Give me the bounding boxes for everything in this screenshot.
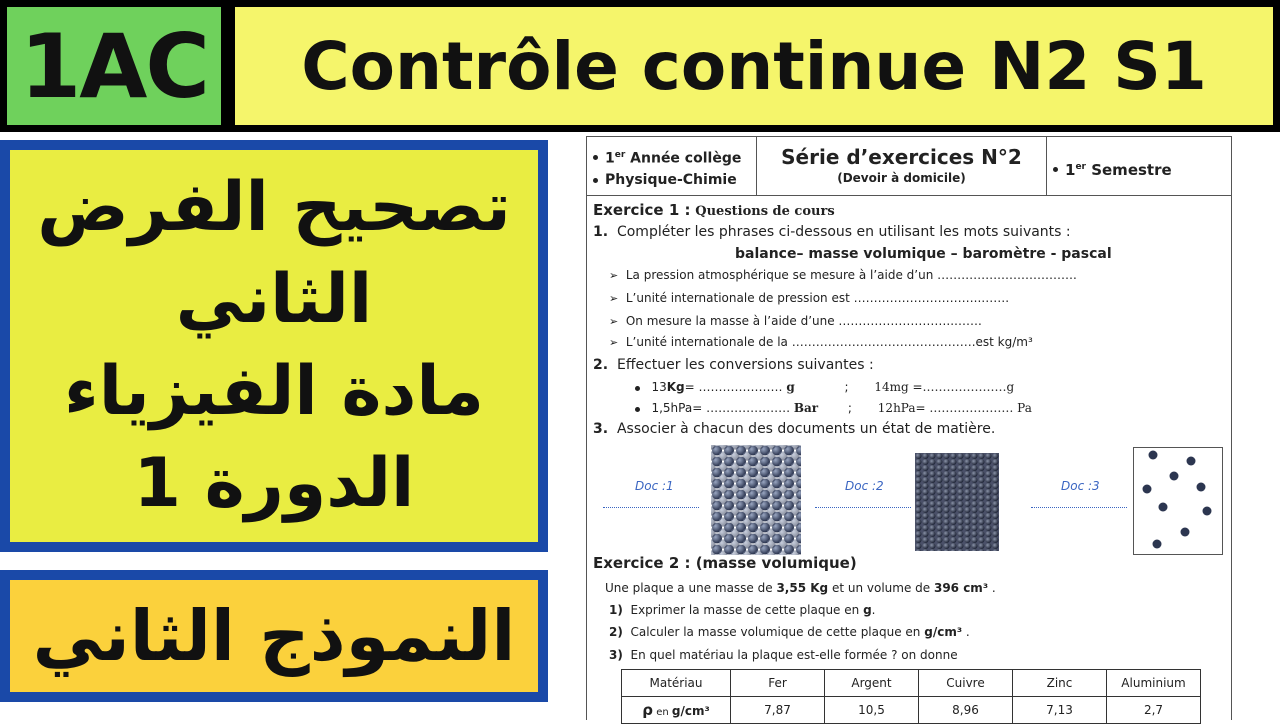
model-box <box>0 570 548 702</box>
ex1-item-3: ➢ On mesure la masse à l’aide d’une ………………………..……. <box>609 314 982 328</box>
ex1-q2: 2. Effectuer les conversions suivantes : <box>593 357 874 373</box>
doc2-particles-solid <box>915 453 999 551</box>
ex1-q1: 1. Compléter les phrases ci-dessous en utilisant les mots suivants : <box>593 224 1071 240</box>
model-label: النموذج الثاني <box>10 580 538 692</box>
arabic-line-3: مادة الفيزياء <box>63 352 485 431</box>
doc3-answer-line <box>1031 507 1127 508</box>
title-text: Contrôle continue N2 S1 <box>235 7 1273 125</box>
subject-text: Physique-Chimie <box>605 171 737 188</box>
table-cell: 7,13 <box>1013 697 1107 724</box>
doc1-answer-line <box>603 507 699 508</box>
table-cell: 8,96 <box>919 697 1013 724</box>
doc3-label: Doc :3 <box>1061 479 1100 493</box>
ex1-item-2: ➢ L’unité internationale de pression est …………………………..……. <box>609 291 1010 305</box>
ex1-item-4: ➢ L’unité internationale de la ……………………………………….est kg/m³ <box>609 335 1033 349</box>
doc2-answer-line <box>815 507 911 508</box>
table-cell: ρ en g/cm³ <box>622 697 731 724</box>
table-cell: Matériau <box>622 670 731 697</box>
ex1-q3: 3. Associer à chacun des documents un état de matière. <box>593 421 996 437</box>
conversion-row-2: 1,5hPa= ………………… Bar ; 12hPa= ………………… Pa <box>635 401 1032 415</box>
ex2-q1: 1) Exprimer la masse de cette plaque en g. <box>609 603 876 617</box>
serie-title: Série d’exercices N°2 <box>781 145 1022 169</box>
ex2-heading: Exercice 2 : (masse volumique) <box>593 554 857 572</box>
table-cell: Aluminium <box>1107 670 1201 697</box>
title-banner <box>228 0 1280 132</box>
doc1-label: Doc :1 <box>635 479 674 493</box>
level-label: 1AC <box>7 7 221 125</box>
doc2-label: Doc :2 <box>845 479 884 493</box>
year-text: 1er Année collège <box>605 150 742 167</box>
exercise-sheet <box>586 136 1232 720</box>
arabic-title-box <box>0 140 548 552</box>
table-cell: Argent <box>825 670 919 697</box>
table-cell: 2,7 <box>1107 697 1201 724</box>
ex2-q3: 3) En quel matériau la plaque est-elle formée ? on donne <box>609 648 958 662</box>
ex2-intro: Une plaque a une masse de 3,55 Kg et un volume de 396 cm³ . <box>605 581 996 595</box>
table-cell: Zinc <box>1013 670 1107 697</box>
table-row <box>622 670 1201 697</box>
table-row <box>622 697 1201 724</box>
devoir-text: (Devoir à domicile) <box>837 171 966 185</box>
table-cell: 10,5 <box>825 697 919 724</box>
arabic-line-4: الدورة 1 <box>133 444 415 523</box>
arabic-line-2: الثاني <box>175 260 373 339</box>
ex1-words: balance– masse volumique – baromètre - pascal <box>735 246 1112 262</box>
level-badge <box>0 0 228 132</box>
table-cell: Fer <box>731 670 825 697</box>
ex1-heading: Exercice 1 : Questions de cours <box>593 201 835 219</box>
ex1-item-1: ➢ La pression atmosphérique se mesure à l’aide d’un …………….………………. <box>609 268 1077 282</box>
conversion-row-1: 13Kg= ………………… g ; 14mg =…………………g <box>635 380 1014 394</box>
arabic-line-1: تصحيح الفرض <box>37 168 511 247</box>
sheet-header <box>587 137 1231 196</box>
ex2-q2: 2) Calculer la masse volumique de cette plaque en g/cm³ . <box>609 625 970 639</box>
table-cell: 7,87 <box>731 697 825 724</box>
doc1-particles-liquid <box>711 445 801 555</box>
materials-table <box>621 669 1201 724</box>
table-cell: Cuivre <box>919 670 1013 697</box>
semester-text: 1er Semestre <box>1065 161 1172 179</box>
doc3-particles-gas <box>1133 447 1223 555</box>
